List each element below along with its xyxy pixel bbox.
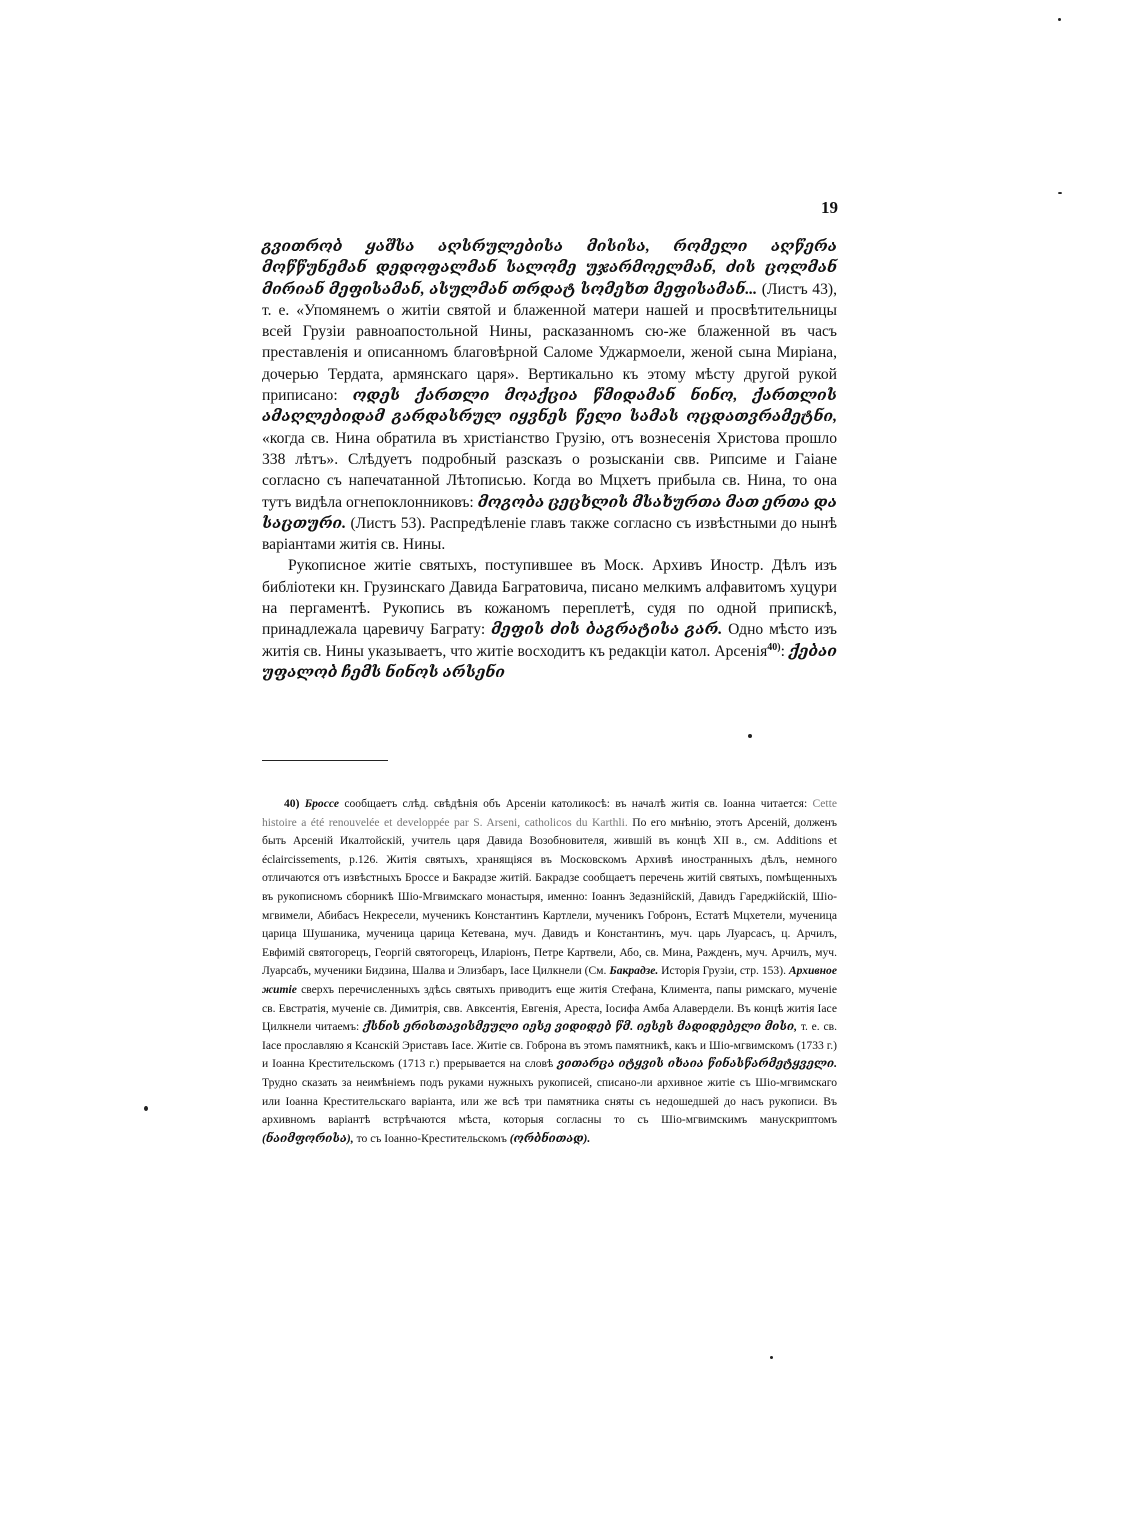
footnote-italic: Броссе [304, 797, 340, 810]
body-georgian-quote: გვითრობ ყაშსა აღსრულებისა მისისა, რომელი აღწერა მოწწუნემან დედოფალმან სალომე უჯარმოელმან, ძის ცოლმან მირიან მეფისამან, ასულმან თრდატ სომეხთ მეფისამან... [262, 238, 837, 298]
body-text: (Листъ 53). Распредѣленіе главъ также согласно съ извѣстными до нынѣ варіантами житія св. Нины. [262, 514, 837, 554]
body-text: «когда св. Нина обратила въ христіанство Грузію, отъ вознесенія Христова прошло 338 лѣтъ». Слѣдуетъ подробный разсказъ о розысканіи свв. Рипсиме и Гаіане согласно съ напечатанной Лѣтописью. Когда во Мцхетъ прибыла св. Нина, то она тутъ видѣла огнепоклонниковъ: [262, 429, 837, 511]
footnote-text: По его мнѣнію, этотъ Арсеній, долженъ быть Арсеній Икалтойскій, учитель царя Давида Возобновителя, жившій въ концѣ XII в., см. Additions et éclaircissements, p.126. Житія святыхъ, хранящіяся въ Московскомъ Архивѣ иностранныхъ дѣлъ, немного отличаются отъ извѣстныхъ Броссе и Бакрадзе житій. Бакрадзе сообщаетъ перечень житій святыхъ, помѣщенныхъ въ рукописномъ сборникѣ Шіо-Мгвимскаго монастыря, именно: Іоаннъ Зедазнійскій, Давидъ Гареджійскій, Шіо-мгвимели, Абибасъ Некресели, мученикъ Константинъ Картлели, мученикъ Гобронъ, Естатѣ Мцхетели, мученица царица Шушаника, мученица царица Кетевана, муч. Давидъ и Константинъ, муч. царь Луарсасъ, ц. Арчилъ, Евфимій святогорецъ, Георгій святогорецъ, Иларіонъ, Петре Картвели, Або, св. Мина, Ражденъ, муч. Арчилъ, муч. Луарсабъ, мученики Бидзина, Шалва и Элизбаръ, Іасе Цилкнели (См. [262, 815, 837, 978]
footnote-text: т. е. св. Іасе прославляю я Ксанскій Эриставъ Іасе. Житіе св. Гоброна въ этомъ памятникѣ, какъ и Шіо-мгвимскомъ (1733 г.) и Іоанна Крестительскомъ (1713 г.) прерывается на словѣ [262, 1020, 837, 1071]
footnote-text: сверхъ перечисленныхъ здѣсь святыхъ приводитъ еще житія Стефана, Климента, папы римскаго, мученіе св. Евстратія, мученіе св. Димитрія, свв. Авксентія, Евгенія, Ареста, Іосифа Амба Алавердели. Въ концѣ житія Іасе Цилкнели читаемъ: [262, 982, 837, 1034]
footnote-georgian-quote: (ნაიმფორისა), [262, 1131, 354, 1145]
paragraph-2 [262, 555, 837, 683]
body-georgian-quote: ოდეს ქართლი მოაქცია წმიდამან ნინო, ქართლის ამაღლებიდამ გარდასრულ იყვნეს წელი სამას ოცდათვრამეტნი, [262, 387, 837, 426]
scan-speck [1058, 192, 1062, 194]
footnote-40 [262, 795, 837, 1148]
footnote-georgian-quote: ქსნის ერისთავისმეული იესე ვიდიდებ წმ. იესეს მადიდებელი მისი, [362, 1020, 798, 1034]
scan-speck [770, 1356, 773, 1359]
footnote-text: то съ Іоанно-Крестительскомъ [353, 1131, 510, 1145]
scan-speck [748, 734, 752, 738]
footnote-georgian-quote: ვითარცა იტყვის იხაია წინასწარმეტყველი. [557, 1057, 837, 1071]
footnote-separator [262, 760, 388, 761]
footnote-text: сообщаетъ слѣд. свѣдѣнія объ Арсеніи католикосѣ: въ началѣ житія св. Іоанна читается: [339, 797, 813, 810]
footnote-italic: Бакрадзе. [609, 964, 659, 978]
body-georgian-quote: მეფის ძის ბაგრატისა გარ. [491, 621, 723, 639]
page-number: 19 [821, 198, 838, 217]
main-text [262, 236, 837, 683]
scan-speck [1058, 18, 1061, 21]
footnote-text: Трудно сказать за неимѣніемъ подъ руками нужныхъ рукописей, списано-ли архивное житіе съ Шіо-мгвимскаго или Іоанна Крестительскаго варіанта, или же всѣ три памятника сняты съ недошедшей до насъ рукописи. Въ архивномъ варіантѣ встрѣчаются мѣста, которыя согласны то съ Шіо-мгвимскимъ манускриптомъ [262, 1075, 837, 1127]
footnote-georgian-quote: (ორბნითად). [509, 1131, 591, 1145]
paragraph-1 [262, 236, 837, 555]
body-text: (Листъ 43), т. е. «Упомянемъ о житіи святой и блаженной матери нашей и просвѣтительницы всей Грузіи равноапостольной Нины, расказанномъ сю-же блаженной въ часъ преставленія и описанномъ благовѣрной Саломе Уджармоели, женой сына Миріана, дочерью Тердата, армянскаго царя». Вертикально къ этому мѣсту другой рукой приписано: [262, 280, 837, 405]
body-text: : [780, 642, 789, 660]
footnote-number: 40) [284, 797, 305, 810]
body-georgian-quote: მოგობა ცეცხლის მსახურთა მათ ერთა და საცთური. [262, 493, 837, 532]
body-georgian-quote: ქებაი უფალობ ჩემს ნინოს არსენი [262, 642, 837, 681]
footnote-italic: Архивное житіе [262, 964, 837, 996]
body-text: Рукописное житіе святыхъ, поступившее въ Моск. Архивъ Иностр. Дѣлъ изъ библіотеки кн. Грузинскаго Давида Багратовича, писано мелкимъ алфавитомъ хуцури на пергаментѣ. Рукопись въ кожаномъ переплетѣ, судя по одной припискѣ, принадлежала царевичу Баграту: [262, 557, 837, 639]
scan-speck [144, 1106, 148, 1111]
footnote-french-quote: Cette histoire a été renouvelée et developpée par S. Arseni, catholicos du Karthli. [262, 797, 837, 829]
body-text: Одно мѣсто изъ житія св. Нины указываетъ, что житіе восходитъ къ редакціи катол. Арсенія [262, 621, 837, 660]
footnote-text: Исторія Грузіи, стр. 153). [658, 964, 789, 978]
footnote-ref: 40) [767, 641, 781, 653]
